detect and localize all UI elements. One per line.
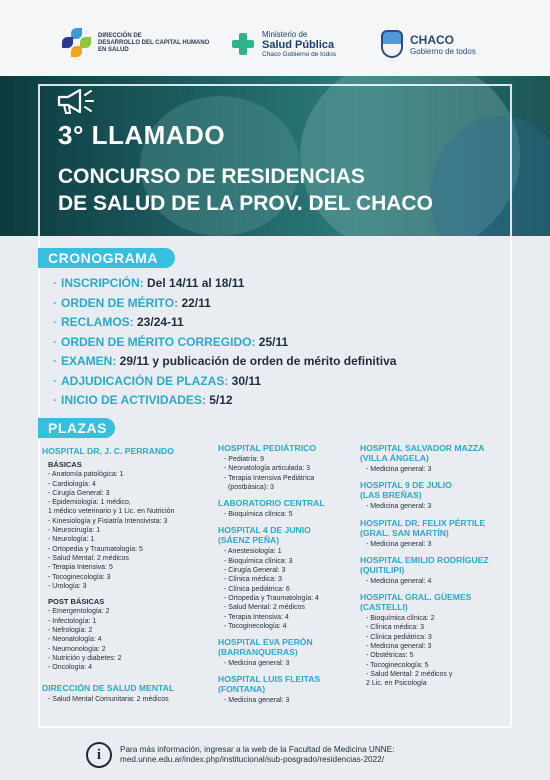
cronograma-item: · EXAMEN: 29/11 y publicación de orden de mérito definitiva bbox=[53, 354, 397, 368]
list-item: 1 médico veterinario y 1 Lic. en Nutrición bbox=[48, 508, 175, 516]
list-item: - Epidemiología: 1 médico, bbox=[48, 499, 131, 507]
list-item: - Terapia Intensiva: 5 bbox=[48, 564, 113, 572]
basicas-label: BÁSICAS bbox=[48, 460, 82, 469]
chaco-text-2: Gobierno de todos bbox=[410, 46, 476, 56]
pediatrico-title: HOSPITAL PEDIÁTRICO bbox=[218, 443, 317, 453]
plus-icon bbox=[232, 33, 254, 55]
list-item: - Ortopedia y Traumatología: 4 bbox=[224, 594, 319, 602]
list-item: - Neurología: 1 bbox=[48, 536, 95, 544]
chaco-text-1: CHACO bbox=[410, 32, 454, 47]
eva-peron-subtitle: (BARRANQUERAS) bbox=[218, 647, 298, 658]
list-item: - Neumonología: 2 bbox=[48, 645, 106, 653]
dir-text-3: EN SALUD bbox=[98, 46, 129, 53]
list-item: - Anestesiología: 1 bbox=[224, 548, 282, 556]
shield-icon bbox=[381, 30, 403, 58]
dir-text-1: DIRECCIÓN DE bbox=[98, 32, 142, 39]
cuatro-junio-title: HOSPITAL 4 DE JUNIO bbox=[218, 525, 311, 536]
list-item: - Bioquímica clínica: 2 bbox=[366, 615, 435, 623]
list-item: - Terapia Intensiva Pediátrica bbox=[224, 474, 315, 482]
cronograma-item: · ORDEN DE MÉRITO CORREGIDO: 25/11 bbox=[53, 334, 289, 349]
list-item: - Salud Mental: 2 médicos y bbox=[366, 670, 453, 678]
list-item: - Cirugía General: 3 bbox=[48, 489, 110, 497]
list-item: - Tocoginecología: 3 bbox=[48, 573, 111, 581]
list-item: - Cardiología: 4 bbox=[48, 480, 96, 488]
list-item: - Medicina general: 3 bbox=[366, 466, 432, 473]
cronograma-item: · ORDEN DE MÉRITO: 22/11 bbox=[53, 295, 211, 310]
flower-logo-icon bbox=[62, 28, 92, 58]
list-item: - Ortopedia y Traumatología: 5 bbox=[48, 545, 143, 553]
info-icon: i bbox=[86, 742, 112, 768]
list-item: - Kinesiología y Fisiatría Intensivista: 3 bbox=[48, 517, 168, 525]
list-item: - Clínica médica: 3 bbox=[366, 624, 424, 632]
cronograma-item: · INICIO DE ACTIVIDADES: 5/12 bbox=[53, 393, 233, 407]
laboratorio-title: LABORATORIO CENTRAL bbox=[218, 498, 325, 509]
mazza-subtitle: (VILLA ÁNGELA) bbox=[360, 453, 429, 463]
list-item: - Salud Mental Comunitaria: 2 médicos bbox=[48, 695, 169, 703]
list-item: - Cirugía General: 3 bbox=[224, 567, 286, 575]
footer-link[interactable]: med.unne.edu.ar/index.php/institucional/sub-posgrado/residencias-2022/ bbox=[120, 755, 384, 764]
cronograma-item: · RECLAMOS: 23/24-11 bbox=[53, 315, 184, 329]
plazas-column-1 bbox=[42, 446, 222, 704]
list-item: - Tocoginecología: 5 bbox=[366, 661, 429, 669]
list-item: - Clínica pediátrica: 3 bbox=[366, 633, 432, 641]
list-item: (postbásica): 3 bbox=[228, 483, 274, 491]
nueve-julio-title: HOSPITAL 9 DE JULIO bbox=[360, 480, 452, 491]
plazas-column-2 bbox=[218, 443, 358, 712]
list-item: 2 Lic. en Psicología bbox=[366, 680, 427, 688]
list-item: - Clínica médica: 3 bbox=[224, 576, 282, 584]
hero-title-1: 3° LLAMADO bbox=[58, 120, 226, 150]
post-basicas-label: POST BÁSICAS bbox=[48, 597, 105, 607]
rodriguez-title: HOSPITAL EMILIO RODRÍGUEZ bbox=[360, 554, 489, 565]
list-item: - Bioquímica clínica: 5 bbox=[224, 511, 293, 519]
perrando-title: HOSPITAL DR. J. C. PERRANDO bbox=[42, 446, 174, 456]
cronograma-label: CRONOGRAMA bbox=[38, 248, 175, 268]
list-item: - Anatomía patológica: 1 bbox=[48, 471, 124, 479]
rodriguez-subtitle: (QUITILIPI) bbox=[360, 564, 405, 575]
list-item: - Pediatría: 9 bbox=[224, 456, 265, 463]
direccion-logo bbox=[62, 28, 209, 58]
header-logos bbox=[0, 0, 550, 76]
list-item: - Obstétricas: 5 bbox=[366, 652, 414, 660]
plazas-label: PLAZAS bbox=[38, 418, 115, 438]
dir-text-2: DESARROLLO DEL CAPITAL HUMANO bbox=[98, 39, 210, 46]
list-item: - Urología: 3 bbox=[48, 582, 87, 590]
list-item: - Neurocirugía: 1 bbox=[48, 527, 101, 535]
list-item: - Nutrición y diabetes: 2 bbox=[48, 654, 122, 662]
list-item: - Emergentología: 2 bbox=[48, 608, 110, 616]
cronograma-item: · ADJUDICACIÓN DE PLAZAS: 30/11 bbox=[53, 373, 262, 388]
ministerio-logo bbox=[232, 30, 336, 58]
list-item: - Medicina general: 3 bbox=[224, 697, 290, 705]
min-text-2: Salud Pública bbox=[262, 39, 335, 51]
footer-line-1: Para más información, ingresar a la web de la Facultad de Medicina UNNE: bbox=[120, 744, 395, 754]
list-item: - Clínica pediátrica: 6 bbox=[224, 585, 290, 593]
cronograma-list bbox=[53, 274, 396, 411]
list-item: - Medicina general: 3 bbox=[366, 540, 432, 548]
list-item: - Oncología: 4 bbox=[48, 664, 92, 672]
pertile-title: HOSPITAL DR. FELIX PÉRTILE bbox=[360, 517, 486, 528]
cuatro-junio-subtitle: (SÁENZ PEÑA) bbox=[218, 535, 280, 546]
min-text-3: Chaco Gobierno de todos bbox=[262, 51, 337, 58]
list-item: - Medicina general: 4 bbox=[366, 577, 432, 585]
guemes-subtitle: (CASTELLI) bbox=[360, 602, 408, 613]
mazza-title: HOSPITAL SALVADOR MAZZA bbox=[360, 443, 485, 453]
pertile-subtitle: (GRAL. SAN MARTÍN) bbox=[360, 527, 449, 538]
hero-title-line2: CONCURSO DE RESIDENCIAS bbox=[58, 165, 365, 188]
fleitas-title: HOSPITAL LUIS FLEITAS bbox=[218, 674, 321, 685]
list-item: - Medicina general: 3 bbox=[366, 643, 432, 651]
plazas-column-3 bbox=[360, 443, 510, 695]
footer-info bbox=[86, 742, 486, 768]
nueve-julio-subtitle: (LAS BREÑAS) bbox=[360, 490, 422, 501]
min-text-1: Ministerio de bbox=[262, 30, 308, 39]
list-item: - Salud Mental: 2 médicos bbox=[224, 604, 305, 612]
list-item: - Infectología: 1 bbox=[48, 617, 97, 625]
salud-mental-title: DIRECCIÓN DE SALUD MENTAL bbox=[42, 682, 175, 693]
list-item: - Tocoginecología: 4 bbox=[224, 622, 287, 630]
list-item: - Bioquímica clínica: 3 bbox=[224, 557, 293, 565]
fleitas-subtitle: (FONTANA) bbox=[218, 684, 266, 695]
list-item: - Medicina general: 3 bbox=[224, 660, 290, 668]
cronograma-item: · INSCRIPCIÓN: Del 14/11 al 18/11 bbox=[53, 276, 245, 290]
eva-peron-title: HOSPITAL EVA PERÓN bbox=[218, 637, 313, 648]
hero-title-2 bbox=[58, 163, 433, 217]
list-item: - Salud Mental: 2 médicos bbox=[48, 554, 129, 562]
chaco-logo bbox=[381, 30, 476, 58]
list-item: - Medicina general: 3 bbox=[366, 503, 432, 511]
list-item: - Terapia Intensiva: 4 bbox=[224, 613, 289, 621]
megaphone-icon bbox=[56, 86, 96, 116]
hero-title-line3: DE SALUD DE LA PROV. DEL CHACO bbox=[58, 192, 433, 215]
list-item: - Neonatología: 4 bbox=[48, 636, 102, 644]
list-item: - Nefrología: 2 bbox=[48, 627, 93, 635]
list-item: - Neonatología articulada: 3 bbox=[224, 465, 310, 473]
guemes-title: HOSPITAL GRAL. GÜEMES bbox=[360, 592, 472, 603]
